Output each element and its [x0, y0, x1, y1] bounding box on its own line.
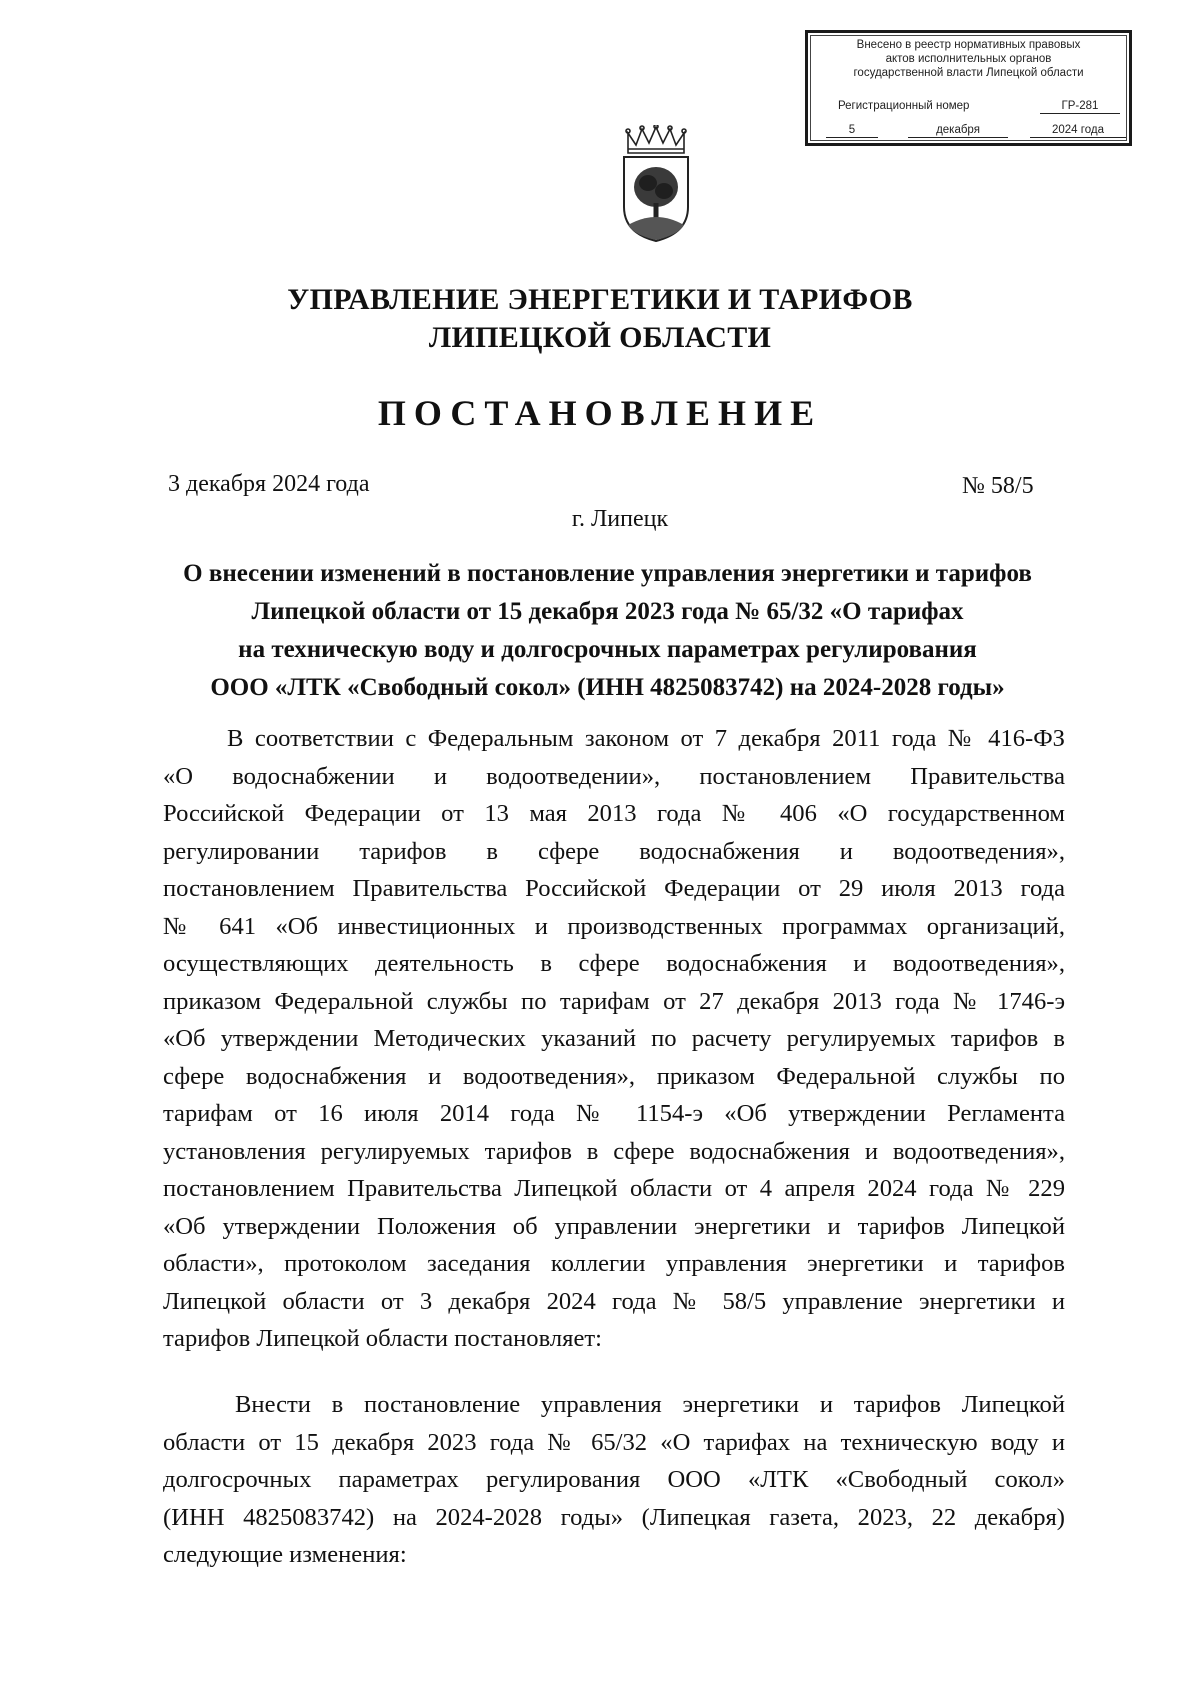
paragraph-line: тарифам от 16 июля 2014 года № 1154-э «Об утверждении Регламента: [163, 1100, 1065, 1127]
paragraph-resolution: [163, 1386, 1065, 1574]
document-type: ПОСТАНОВЛЕНИЕ: [377, 393, 823, 433]
paragraph-line: следующие изменения:: [163, 1541, 407, 1568]
paragraph-line: тарифов Липецкой области постановляет:: [163, 1325, 602, 1352]
paragraph-line: Российской Федерации от 13 мая 2013 года № 406 «О государственном: [163, 800, 1065, 827]
paragraph-line: долгосрочных параметрах регулирования ООО «ЛТК «Свободный сокол»: [163, 1466, 1065, 1493]
document-number: № 58/5: [962, 473, 1034, 499]
document-subject: [150, 555, 1065, 707]
stamp-month: декабря: [908, 123, 1008, 138]
subject-line: на техническую воду и долгосрочных параметрах регулирования: [238, 636, 977, 663]
subject-line: О внесении изменений в постановление управления энергетики и тарифов: [183, 560, 1032, 587]
paragraph-line: осуществляющих деятельность в сфере водоснабжения и водоотведения»,: [163, 950, 1065, 977]
paragraph-line: Внести в постановление управления энергетики и тарифов Липецкой: [235, 1391, 1065, 1418]
lipetsk-coat-of-arms-icon: [618, 125, 694, 243]
organization-title-line-1: УПРАВЛЕНИЕ ЭНЕРГЕТИКИ И ТАРИФОВ: [287, 283, 913, 316]
subject-line: Липецкой области от 15 декабря 2023 года № 65/32 «О тарифах: [251, 598, 964, 625]
paragraph-preamble: [163, 720, 1065, 1358]
paragraph-line: «Об утверждении Методических указаний по расчету регулируемых тарифов в: [163, 1025, 1065, 1052]
paragraph-line: «О водоснабжении и водоотведении», постановлением Правительства: [163, 762, 1065, 790]
paragraph-line: «Об утверждении Положения об управлении энергетики и тарифов Липецкой: [163, 1212, 1065, 1240]
paragraph-line: постановлением Правительства Российской Федерации от 29 июля 2013 года: [163, 875, 1065, 902]
paragraph-line: области от 15 декабря 2023 года № 65/32 «О тарифах на техническую воду и: [163, 1428, 1065, 1456]
paragraph-line: В соответствии с Федеральным законом от 7 декабря 2011 года № 416-ФЗ: [227, 725, 1065, 752]
document-city: г. Липецк: [571, 506, 669, 532]
paragraph-line: области», протоколом заседания коллегии управления энергетики и тарифов: [163, 1250, 1065, 1277]
stamp-line-2: актов исполнительных органов: [885, 53, 1052, 65]
registry-stamp: [805, 30, 1132, 146]
paragraph-line: приказом Федеральной службы по тарифам от 27 декабря 2013 года № 1746-э: [163, 987, 1065, 1015]
paragraph-line: Липецкой области от 3 декабря 2024 года № 58/5 управление энергетики и: [163, 1287, 1065, 1315]
organization-title-line-2: ЛИПЕЦКОЙ ОБЛАСТИ: [428, 321, 772, 354]
stamp-line-1: Внесено в реестр нормативных правовых: [856, 39, 1081, 51]
paragraph-line: регулировании тарифов в сфере водоснабжения и водоотведения»,: [163, 837, 1065, 865]
subject-line: ООО «ЛТК «Свободный сокол» (ИНН 4825083742) на 2024-2028 годы»: [210, 674, 1005, 701]
stamp-year: 2024 года: [1030, 123, 1126, 138]
paragraph-line: постановлением Правительства Липецкой области от 4 апреля 2024 года № 229: [163, 1175, 1065, 1202]
stamp-registration-label: Регистрационный номер: [838, 100, 970, 112]
paragraph-line: сфере водоснабжения и водоотведения», приказом Федеральной службы по: [163, 1062, 1065, 1090]
paragraph-line: установления регулируемых тарифов в сфере водоснабжения и водоотведения»,: [163, 1137, 1065, 1165]
stamp-registration-number: ГР-281: [1040, 99, 1120, 114]
stamp-line-3: государственной власти Липецкой области: [853, 67, 1084, 79]
stamp-day: 5: [826, 123, 878, 138]
paragraph-line: № 641 «Об инвестиционных и производственных программах организаций,: [163, 912, 1065, 940]
paragraph-line: (ИНН 4825083742) на 2024-2028 годы» (Липецкая газета, 2023, 22 декабря): [163, 1503, 1065, 1531]
document-date: 3 декабря 2024 года: [168, 471, 370, 497]
